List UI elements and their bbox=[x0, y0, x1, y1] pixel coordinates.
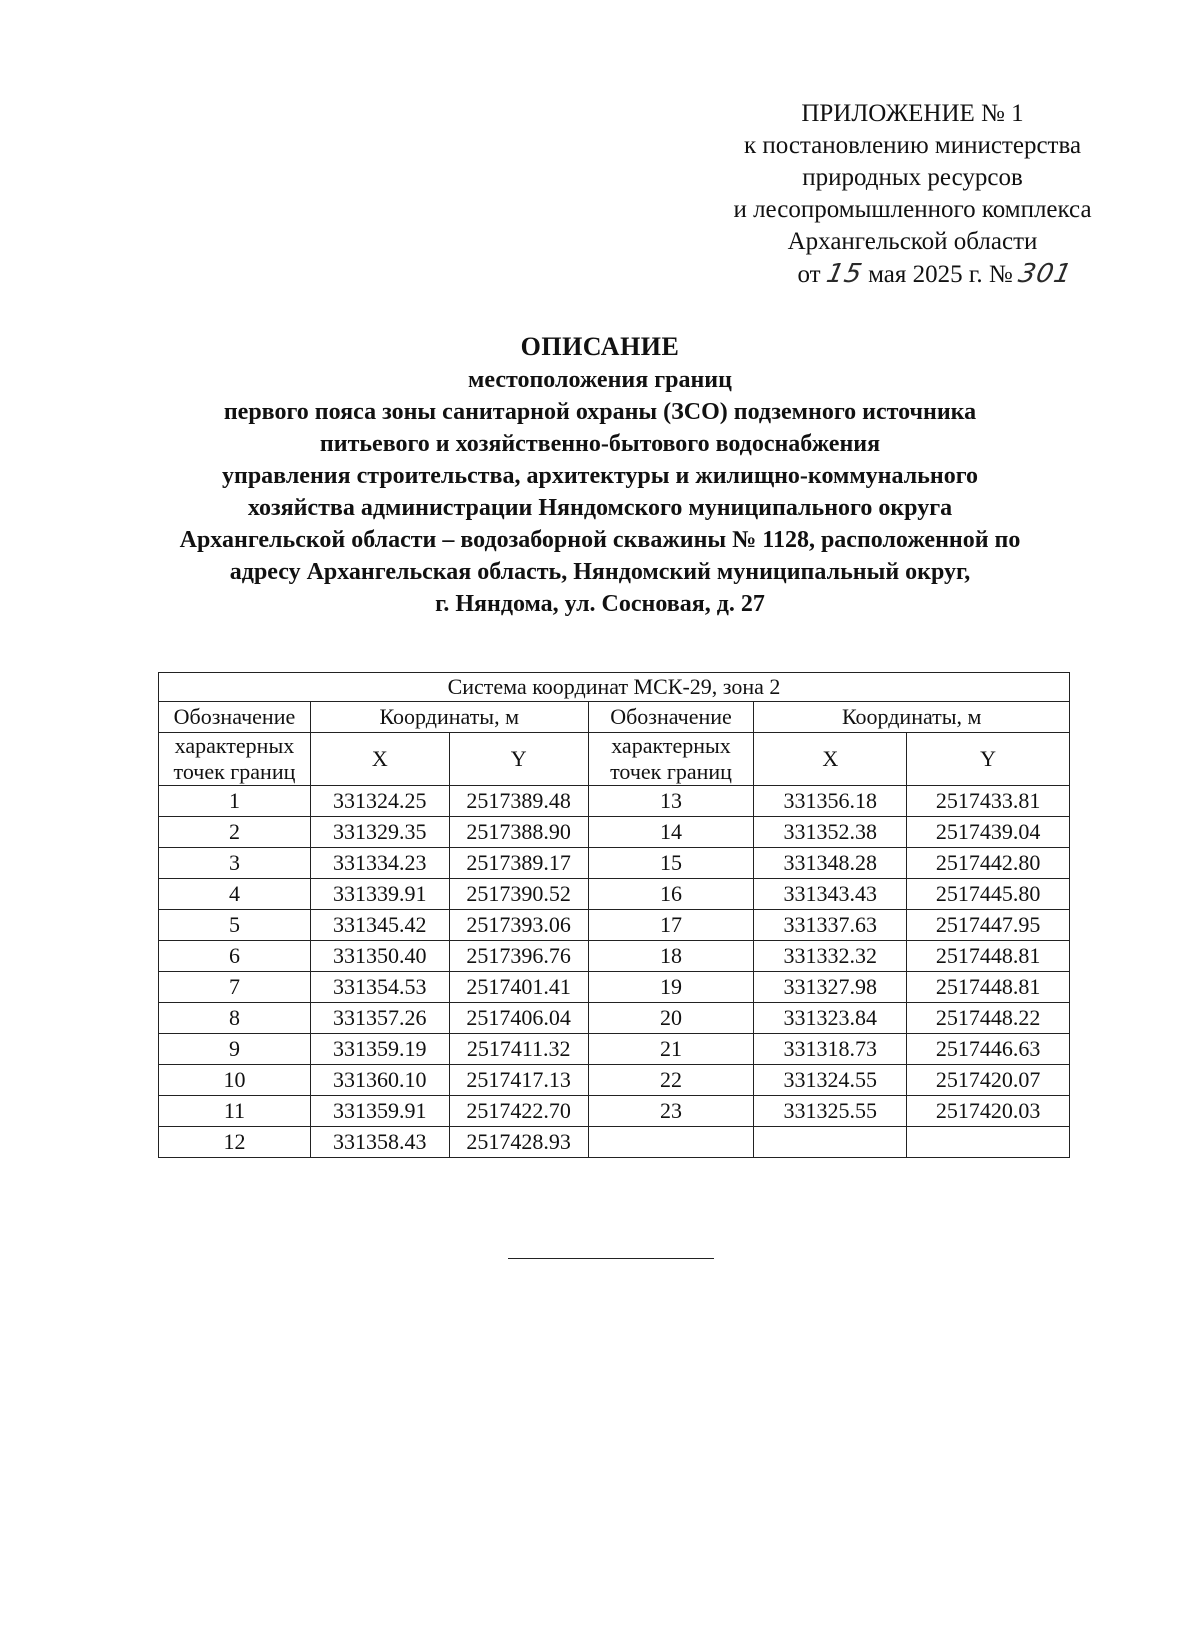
table-row bbox=[159, 910, 1070, 941]
coord-y-cell: 2517433.81 bbox=[907, 786, 1070, 817]
date-middle: мая 2025 г. № bbox=[868, 261, 1013, 288]
document-subtitle bbox=[90, 364, 1110, 620]
coord-y-cell: 2517422.70 bbox=[449, 1096, 588, 1127]
header-label-line: точек границ bbox=[610, 759, 732, 784]
coord-y-cell: 2517447.95 bbox=[907, 910, 1070, 941]
point-number-cell: 11 bbox=[159, 1096, 311, 1127]
coord-y-cell: 2517448.81 bbox=[907, 972, 1070, 1003]
header-label-right-top: Обозначение bbox=[588, 702, 754, 733]
point-number-cell: 22 bbox=[588, 1065, 754, 1096]
appendix-line-resources: природных ресурсов bbox=[802, 164, 1023, 191]
coord-x-cell: 331324.55 bbox=[754, 1065, 907, 1096]
table-row bbox=[159, 786, 1070, 817]
coord-x-cell: 331332.32 bbox=[754, 941, 907, 972]
coord-x-cell: 331350.40 bbox=[310, 941, 449, 972]
table-row bbox=[159, 941, 1070, 972]
closing-separator bbox=[508, 1258, 714, 1259]
header-label-left-bottom bbox=[159, 733, 311, 786]
coord-x-cell: 331343.43 bbox=[754, 879, 907, 910]
coord-x-cell: 331360.10 bbox=[310, 1065, 449, 1096]
point-number-cell: 23 bbox=[588, 1096, 754, 1127]
coord-x-cell: 331358.43 bbox=[310, 1127, 449, 1158]
table-row bbox=[159, 848, 1070, 879]
table-subheader-row bbox=[159, 733, 1070, 786]
date-prefix: от bbox=[797, 261, 821, 288]
header-x-right: X bbox=[754, 733, 907, 786]
subtitle-line: управления строительства, архитектуры и жилищно-коммунального bbox=[222, 463, 978, 489]
table-header-row bbox=[159, 702, 1070, 733]
point-number-cell: 4 bbox=[159, 879, 311, 910]
subtitle-line: питьевого и хозяйственно-бытового водоснабжения bbox=[319, 431, 881, 457]
table-caption: Система координат МСК-29, зона 2 bbox=[159, 673, 1070, 702]
header-label-line: характерных bbox=[611, 733, 731, 758]
coord-y-cell: 2517401.41 bbox=[449, 972, 588, 1003]
coord-y-cell: 2517390.52 bbox=[449, 879, 588, 910]
coord-x-cell: 331334.23 bbox=[310, 848, 449, 879]
coord-x-cell bbox=[754, 1127, 907, 1158]
coord-x-cell: 331327.98 bbox=[754, 972, 907, 1003]
header-y-right: Y bbox=[907, 733, 1070, 786]
coord-y-cell: 2517428.93 bbox=[449, 1127, 588, 1158]
subtitle-line: хозяйства администрации Няндомского муниципального округа bbox=[247, 495, 953, 521]
header-coords-right: Координаты, м bbox=[754, 702, 1070, 733]
coord-x-cell: 331348.28 bbox=[754, 848, 907, 879]
document-title-block bbox=[90, 330, 1110, 620]
appendix-date-line bbox=[712, 258, 1157, 291]
coord-y-cell: 2517420.03 bbox=[907, 1096, 1070, 1127]
point-number-cell: 16 bbox=[588, 879, 754, 910]
point-number-cell: 21 bbox=[588, 1034, 754, 1065]
coord-y-cell: 2517420.07 bbox=[907, 1065, 1070, 1096]
appendix-line-resolution: к постановлению министерства bbox=[743, 132, 1082, 159]
coord-y-cell: 2517445.80 bbox=[907, 879, 1070, 910]
point-number-cell: 10 bbox=[159, 1065, 311, 1096]
coord-y-cell: 2517439.04 bbox=[907, 817, 1070, 848]
point-number-cell: 9 bbox=[159, 1034, 311, 1065]
point-number-cell: 3 bbox=[159, 848, 311, 879]
point-number-cell: 18 bbox=[588, 941, 754, 972]
coord-x-cell: 331352.38 bbox=[754, 817, 907, 848]
header-label-line: точек границ bbox=[173, 759, 296, 784]
point-number-cell: 12 bbox=[159, 1127, 311, 1158]
coord-x-cell: 331323.84 bbox=[754, 1003, 907, 1034]
table-row bbox=[159, 1065, 1070, 1096]
appendix-line-region: Архангельской области bbox=[787, 228, 1038, 255]
table-row bbox=[159, 1127, 1070, 1158]
coord-x-cell: 331329.35 bbox=[310, 817, 449, 848]
subtitle-line: местоположения границ bbox=[468, 367, 732, 393]
coord-x-cell: 331345.42 bbox=[310, 910, 449, 941]
subtitle-line: Архангельской области – водозаборной скважины № 1128, расположенной по bbox=[179, 527, 1021, 553]
header-label-left-top: Обозначение bbox=[159, 702, 311, 733]
point-number-cell: 7 bbox=[159, 972, 311, 1003]
coord-y-cell: 2517442.80 bbox=[907, 848, 1070, 879]
header-label-right-bottom bbox=[588, 733, 754, 786]
coord-x-cell: 331325.55 bbox=[754, 1096, 907, 1127]
header-x-left: X bbox=[310, 733, 449, 786]
table-row bbox=[159, 1003, 1070, 1034]
coord-x-cell: 331356.18 bbox=[754, 786, 907, 817]
coord-x-cell: 331337.63 bbox=[754, 910, 907, 941]
point-number-cell: 13 bbox=[588, 786, 754, 817]
point-number-cell: 19 bbox=[588, 972, 754, 1003]
table-row bbox=[159, 1034, 1070, 1065]
coord-y-cell: 2517393.06 bbox=[449, 910, 588, 941]
coord-x-cell: 331354.53 bbox=[310, 972, 449, 1003]
subtitle-line: первого пояса зоны санитарной охраны (ЗСО) подземного источника bbox=[223, 399, 977, 425]
coord-y-cell: 2517406.04 bbox=[449, 1003, 588, 1034]
coord-x-cell: 331318.73 bbox=[754, 1034, 907, 1065]
point-number-cell bbox=[588, 1127, 754, 1158]
coordinates-table bbox=[158, 672, 1070, 1158]
point-number-cell: 6 bbox=[159, 941, 311, 972]
point-number-cell: 17 bbox=[588, 910, 754, 941]
point-number-cell: 1 bbox=[159, 786, 311, 817]
coord-y-cell: 2517389.17 bbox=[449, 848, 588, 879]
header-y-left: Y bbox=[449, 733, 588, 786]
handwritten-day: 15 bbox=[823, 259, 866, 289]
table-row bbox=[159, 1096, 1070, 1127]
coord-y-cell: 2517396.76 bbox=[449, 941, 588, 972]
coord-y-cell: 2517448.81 bbox=[907, 941, 1070, 972]
subtitle-line: адресу Архангельская область, Няндомский муниципальный округ, bbox=[229, 559, 971, 585]
coord-x-cell: 331339.91 bbox=[310, 879, 449, 910]
point-number-cell: 2 bbox=[159, 817, 311, 848]
handwritten-doc-number: 301 bbox=[1015, 259, 1075, 289]
coord-y-cell: 2517448.22 bbox=[907, 1003, 1070, 1034]
point-number-cell: 14 bbox=[588, 817, 754, 848]
appendix-line-forestry: и лесопромышленного комплекса bbox=[733, 196, 1092, 223]
coord-y-cell: 2517417.13 bbox=[449, 1065, 588, 1096]
table-caption-row bbox=[159, 673, 1070, 702]
header-coords-left: Координаты, м bbox=[310, 702, 588, 733]
point-number-cell: 5 bbox=[159, 910, 311, 941]
coord-x-cell: 331324.25 bbox=[310, 786, 449, 817]
point-number-cell: 8 bbox=[159, 1003, 311, 1034]
appendix-title: ПРИЛОЖЕНИЕ № 1 bbox=[801, 100, 1024, 127]
table-row bbox=[159, 817, 1070, 848]
coord-x-cell: 331357.26 bbox=[310, 1003, 449, 1034]
table-row bbox=[159, 879, 1070, 910]
subtitle-line: г. Няндома, ул. Сосновая, д. 27 bbox=[435, 591, 765, 617]
coord-y-cell: 2517446.63 bbox=[907, 1034, 1070, 1065]
coord-x-cell: 331359.91 bbox=[310, 1096, 449, 1127]
document-title: ОПИСАНИЕ bbox=[520, 332, 680, 361]
coord-y-cell bbox=[907, 1127, 1070, 1158]
table-row bbox=[159, 972, 1070, 1003]
point-number-cell: 15 bbox=[588, 848, 754, 879]
coord-y-cell: 2517389.48 bbox=[449, 786, 588, 817]
header-label-line: характерных bbox=[174, 733, 295, 758]
point-number-cell: 20 bbox=[588, 1003, 754, 1034]
coord-y-cell: 2517388.90 bbox=[449, 817, 588, 848]
coord-y-cell: 2517411.32 bbox=[449, 1034, 588, 1065]
appendix-header bbox=[690, 98, 1135, 291]
coord-x-cell: 331359.19 bbox=[310, 1034, 449, 1065]
